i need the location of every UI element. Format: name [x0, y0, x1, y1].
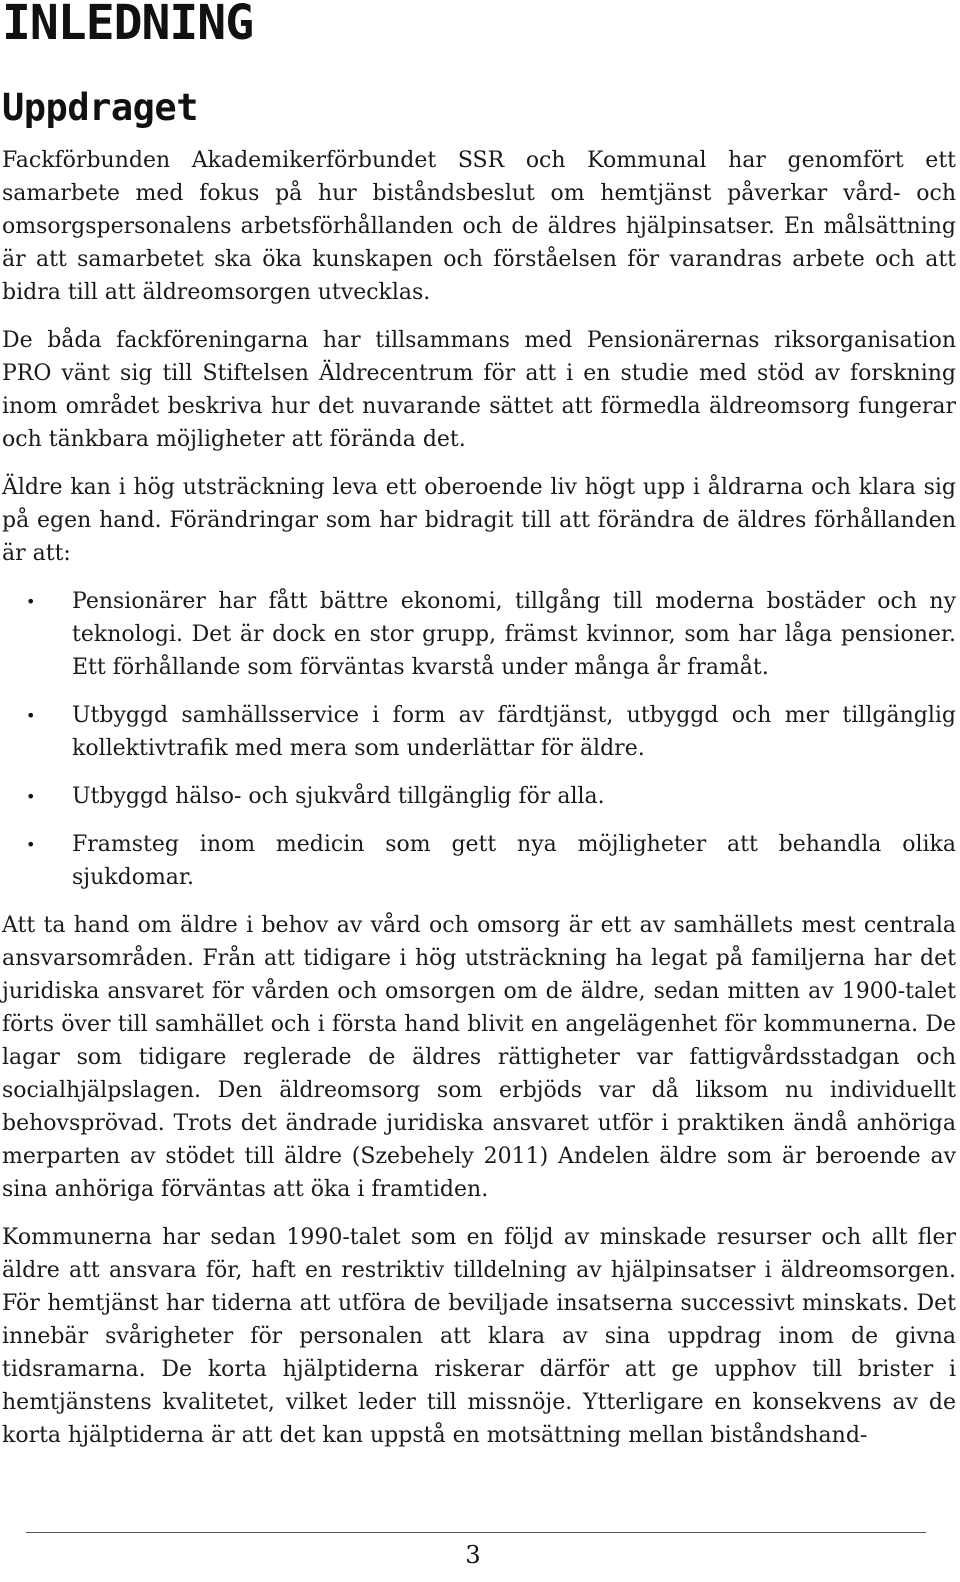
paragraph-independence: Äldre kan i hög utsträckning leva ett oberoende liv högt upp i åldrarna och klara sig på egen hand. Förändringar som har bidragit till att förändra de äldres förhållanden är att: — [2, 475, 956, 566]
bullet-icon: • — [26, 592, 36, 611]
list-item — [2, 699, 956, 765]
chapter-title: INLEDNING — [2, 0, 254, 51]
list-item-text: Utbyggd hälso- och sjukvård tillgänglig för alla. — [72, 784, 605, 809]
bullet-icon: • — [26, 787, 36, 806]
list-item-text: Pensionärer har fått bättre ekonomi, tillgång till moderna bostäder och ny teknologi. Det är dock en stor grupp, främst kvinnor, som har låga pensioner. Ett förhållande som förväntas kvarstå under många år framåt. — [72, 589, 956, 680]
body-text — [2, 144, 956, 1467]
footer-divider — [26, 1532, 926, 1533]
section-title: Uppdraget — [2, 86, 198, 129]
paragraph-pro-study: De båda fackföreningarna har tillsammans med Pensionärernas riksorganisation PRO vänt sig till Stiftelsen Äldrecentrum för att i en studie med stöd av forskning inom området beskriva hur det nuvarande sättet att förmedla äldreomsorg fungerar och tänkbara möjligheter att förända det. — [2, 328, 956, 452]
bullet-icon: • — [26, 706, 36, 725]
list-item-text: Utbyggd samhällsservice i form av färdtjänst, utbyggd och mer tillgänglig kollektivtrafik med mera som underlättar för äldre. — [72, 703, 956, 761]
bullet-icon: • — [26, 835, 36, 854]
list-item — [2, 780, 956, 813]
list-item — [2, 585, 956, 684]
paragraph-intro: Fackförbunden Akademikerförbundet SSR och Kommunal har genomfört ett samarbete med fokus på hur biståndsbeslut om hemtjänst påverkar vård- och omsorgspersonalens arbetsförhållanden och de äldres hjälpinsatser. En målsättning är att samarbetet ska öka kunskapen och förståelsen för varandras arbete och att bidra till att äldreomsorgen utvecklas. — [2, 148, 956, 305]
change-factors-list — [2, 585, 956, 894]
paragraph-responsibility: Att ta hand om äldre i behov av vård och omsorg är ett av samhällets mest centrala ansvarsområden. Från att tidigare i hög utsträckning ha legat på familjerna har det juridiska ansvaret för vården och omsorgen om de äldre, sedan mitten av 1900-talet förts över till samhället och i första hand blivit en angelägenhet för kommunerna. De lagar som tidigare reglerade de äldres rättigheter var fattigvårdsstadgan och socialhjälpslagen. Den äldreomsorg som erbjöds var då liksom nu individuellt behovsprövad. Trots det ändrade juridiska ansvaret utför i praktiken ändå anhöriga merparten av stödet till äldre (Szebehely 2011) Andelen äldre som är beroende av sina anhöriga förväntas att öka i framtiden. — [2, 913, 956, 1202]
paragraph-municipalities: Kommunerna har sedan 1990-talet som en följd av minskade resurser och allt fler äldre att ansvara för, haft en restriktiv tilldelning av hjälpinsatser i äldreomsorgen. För hemtjänst har tiderna att utföra de beviljade insatserna successivt minskats. Det innebär svårigheter för personalen att klara av sina uppdrag inom de givna tidsramarna. De korta hjälptiderna riskerar därför att ge upphov till brister i hemtjänstens kvalitetet, vilket leder till missnöje. Ytterligare en konsekvens av de korta hjälptiderna är att det kan uppstå en motsättning mellan biståndshand- — [2, 1225, 956, 1448]
list-item-text: Framsteg inom medicin som gett nya möjligheter att behandla olika sjukdomar. — [72, 832, 956, 890]
list-item — [2, 828, 956, 894]
page-number: 3 — [465, 1541, 481, 1569]
